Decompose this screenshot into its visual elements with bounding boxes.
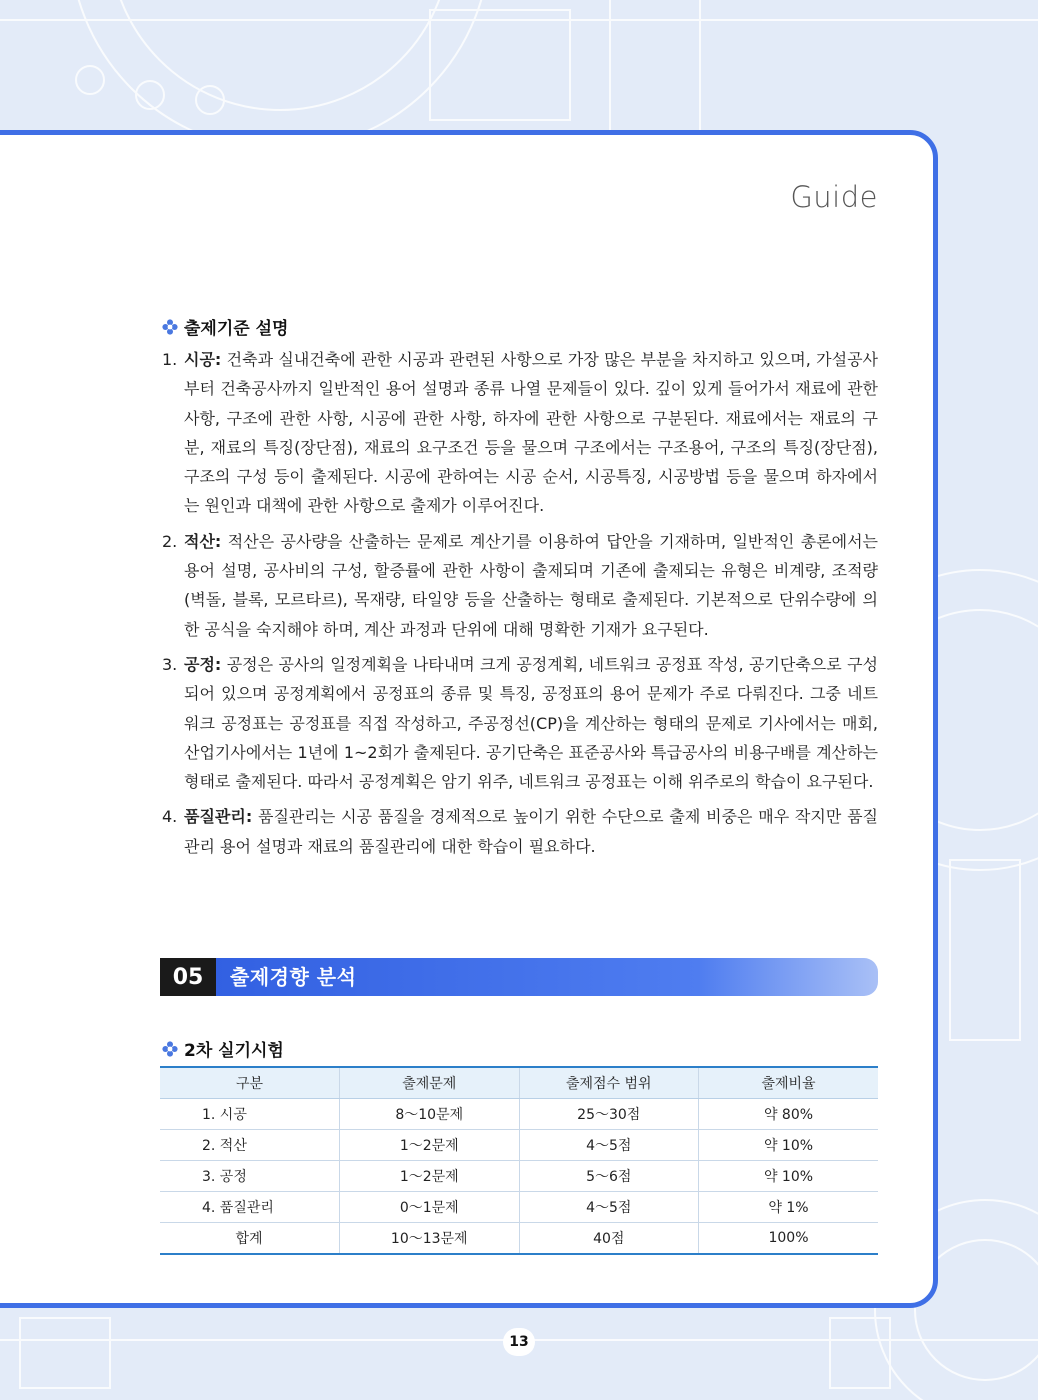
exam-heading [162,1036,878,1061]
item-number: 1. [162,350,178,369]
item-term: 품질관리: [184,807,253,827]
table-cell: 5～6점 [519,1161,699,1192]
section-number: 05 [160,958,216,996]
criteria-item-schedule [162,650,878,796]
table-header-row [160,1067,878,1099]
table-cell: 약 10% [699,1130,879,1161]
exam-section [162,1036,878,1061]
criteria-item-estimation [162,527,878,644]
criteria-item-construction [162,345,878,521]
table-total-row [160,1223,878,1255]
column-header: 출제문제 [340,1067,520,1099]
item-number: 2. [162,531,178,551]
table-cell: 약 10% [699,1161,879,1192]
item-text: 품질관리는 시공 품질을 경제적으로 높이기 위한 수단으로 출제 비중은 매우 작지만 품질관리 용어 설명과 재료의 품질관리에 대한 학습이 필요하다. [184,807,878,856]
criteria-title: 출제기준 설명 [184,319,289,339]
criteria-heading [162,314,878,339]
page-number: 13 [503,1328,535,1356]
column-header: 구분 [160,1067,340,1099]
table-cell: 8～10문제 [340,1099,520,1130]
table-cell: 합계 [160,1223,340,1255]
table-cell: 4. 품질관리 [160,1192,340,1223]
item-number: 4. [162,807,178,827]
guide-label: Guide [790,180,878,214]
criteria-list [162,345,878,861]
exam-table [160,1066,878,1255]
table-cell: 1～2문제 [340,1161,520,1192]
table-cell: 10～13문제 [340,1223,520,1255]
section-title: 출제경향 분석 [230,965,357,989]
criteria-item-quality [162,802,878,861]
flower-bullet-icon [162,1041,178,1057]
item-text: 공정은 공사의 일정계획을 나타내며 크게 공정계획, 네트워크 공정표 작성, 공기단축으로 구성되어 있으며 공정계획에서 공정표의 종류 및 특징, 공정표의 용어 문제가 주로 다뤄진다. 그중 네트워크 공정표는 공정표를 직접 작성하고, 주공정선(CP)을 계산하는 형태의 문제로 기사에서는 매회, 산업기사에서는 1년에 1~2회가 출제된다. 공기단축은 표준공사와 특급공사의 비용구배를 계산하는 형태로 출제된다. 따라서 공정계획은 암기 위주, 네트워크 공정표는 이해 위주로의 학습이 요구된다. [184,654,878,792]
column-header: 출제비율 [699,1067,879,1099]
item-number: 3. [162,654,178,674]
table-row [160,1130,878,1161]
column-header: 출제점수 범위 [519,1067,699,1099]
table-cell: 100% [699,1223,879,1255]
table-cell: 40점 [519,1223,699,1255]
table-row [160,1161,878,1192]
item-term: 공정: [184,654,222,674]
table-cell: 1. 시공 [160,1099,340,1130]
table-cell: 4～5점 [519,1130,699,1161]
item-text: 적산은 공사량을 산출하는 문제로 계산기를 이용하여 답안을 기재하며, 일반적인 총론에서는 용어 설명, 공사비의 구성, 할증률에 관한 사항이 출제되며 기존에 출제되는 유형은 비계량, 조적량(벽돌, 블록, 모르타르), 목재량, 타일양 등을 산출하는 형태로 출제된다. 기본적으로 단위수량에 의한 공식을 숙지해야 하며, 계산 과정과 단위에 대해 명확한 기재가 요구된다. [184,531,878,639]
table-cell: 4～5점 [519,1192,699,1223]
item-term: 적산: [184,531,222,551]
table-row [160,1099,878,1130]
table-cell: 1～2문제 [340,1130,520,1161]
table-cell: 3. 공정 [160,1161,340,1192]
item-term: 시공: [184,350,222,369]
table-row [160,1192,878,1223]
exam-title: 2차 실기시험 [184,1041,284,1061]
table-cell: 약 80% [699,1099,879,1130]
table-cell: 0～1문제 [340,1192,520,1223]
table-cell: 25～30점 [519,1099,699,1130]
flower-bullet-icon [162,319,178,335]
table-cell: 2. 적산 [160,1130,340,1161]
criteria-section [162,314,878,867]
table-cell: 약 1% [699,1192,879,1223]
item-text: 건축과 실내건축에 관한 시공과 관련된 사항으로 가장 많은 부분을 차지하고 있으며, 가설공사부터 건축공사까지 일반적인 용어 설명과 종류 나열 문제들이 있다. 깊이 있게 들어가서 재료에 관한 사항, 구조에 관한 사항, 시공에 관한 사항, 하자에 관한 사항으로 구분된다. 재료에서는 재료의 구분, 재료의 특징(장단점), 재료의 요구조건 등을 물으며 구조에서는 구조용어, 구조의 특징(장단점), 구조의 구성 등이 출제된다. 시공에 관하여는 시공 순서, 시공특징, 시공방법 등을 물으며 하자에서는 원인과 대책에 관한 사항으로 출제가 이루어진다. [184,350,878,516]
trend-banner [160,958,878,996]
